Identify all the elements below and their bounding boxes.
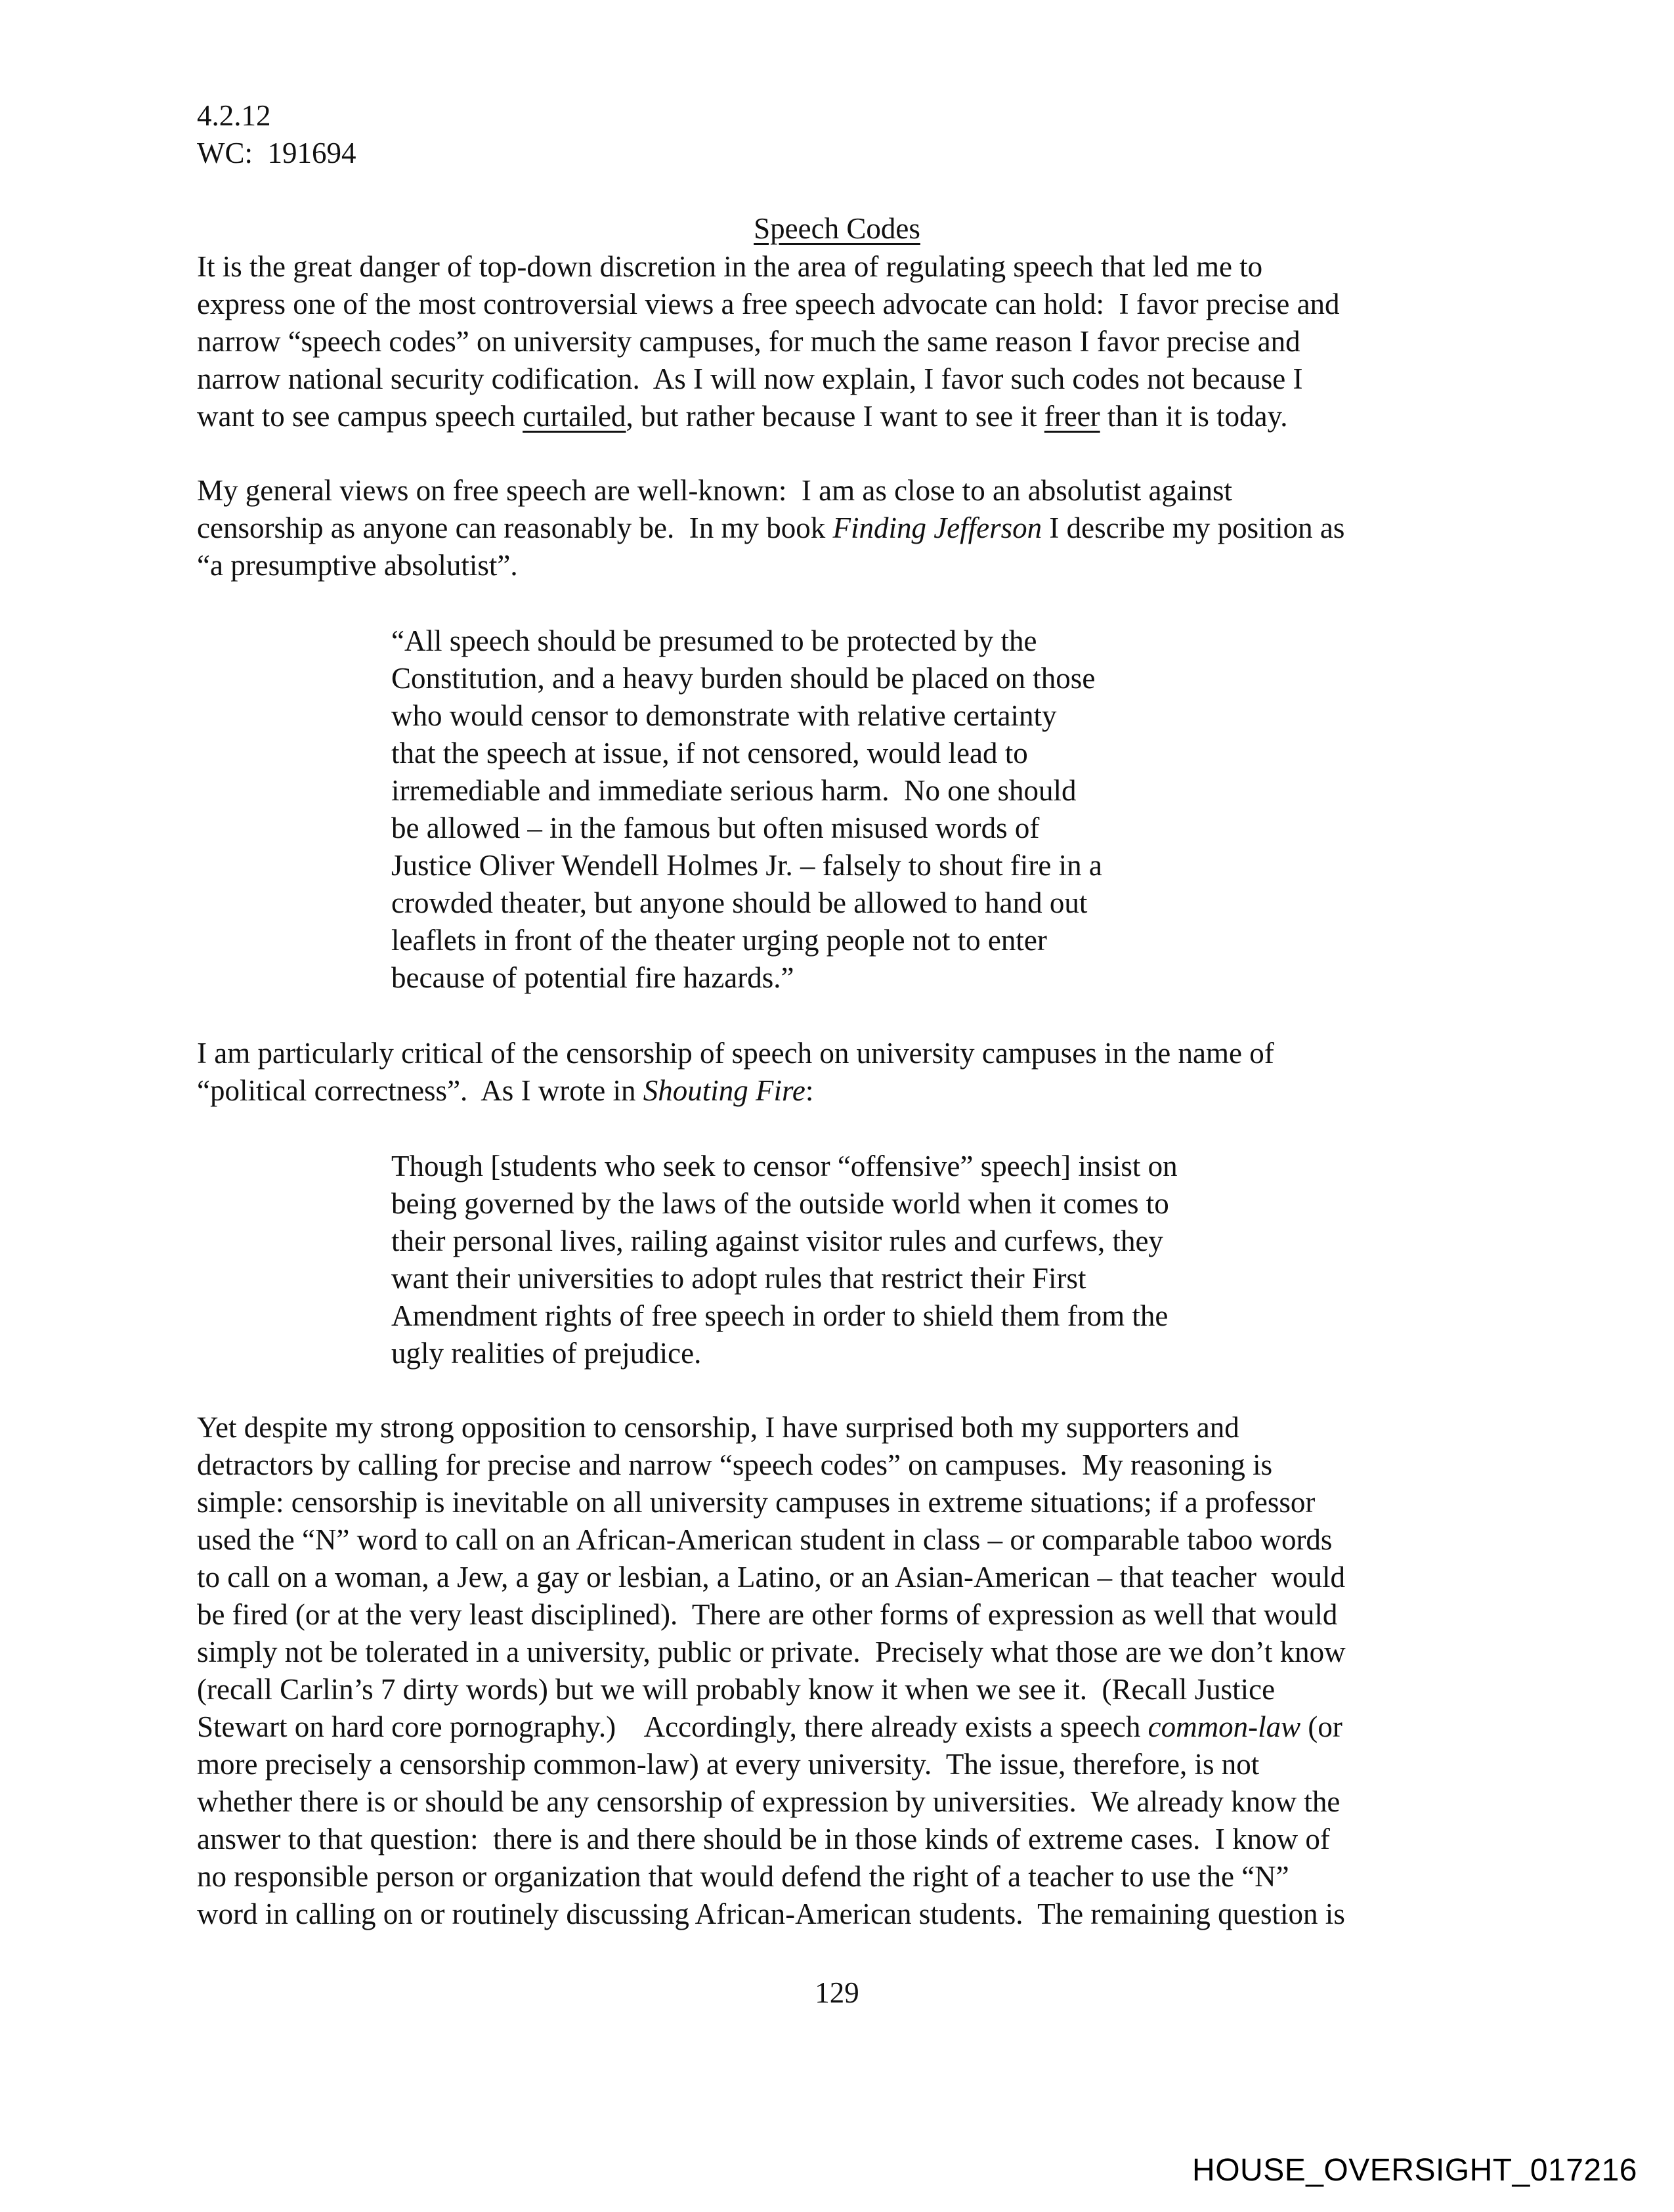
quote-line: Constitution, and a heavy burden should be placed on those [391, 662, 1096, 695]
quote-line: ugly realities of prejudice. [391, 1337, 702, 1370]
paragraph-line: no responsible person or organization that would defend the right of a teacher to use the “N” [197, 1860, 1289, 1893]
quote-line: Justice Oliver Wendell Holmes Jr. – falsely to shout fire in a [391, 849, 1102, 882]
quote-line: Amendment rights of free speech in order to shield them from the [391, 1299, 1169, 1332]
paragraph-line: It is the great danger of top-down discretion in the area of regulating speech that led me to [197, 250, 1263, 283]
underlined-word-freer: freer [1044, 400, 1100, 433]
quote-line: being governed by the laws of the outside world when it comes to [391, 1187, 1169, 1220]
quote-line: “All speech should be presumed to be protected by the [391, 624, 1037, 657]
text-run: censorship as anyone can reasonably be. In my book [197, 511, 833, 544]
document-date: 4.2.12 [197, 99, 271, 132]
paragraph-views [197, 472, 1484, 584]
text-run: want to see campus speech [197, 400, 523, 433]
paragraph-line: simple: censorship is inevitable on all university campuses in extreme situations; if a professor [197, 1486, 1316, 1519]
paragraph-political-correctness [197, 1035, 1484, 1110]
quote-line: irremediable and immediate serious harm. No one should [391, 774, 1077, 807]
paragraph-line: “a presumptive absolutist”. [197, 549, 518, 582]
text-run: “political correctness”. As I wrote in [197, 1074, 643, 1107]
paragraph-line [197, 1072, 1484, 1110]
bates-number: HOUSE_OVERSIGHT_017216 [1192, 2153, 1637, 2188]
quote-line: Though [students who seek to censor “offensive” speech] insist on [391, 1150, 1178, 1182]
section-title: Speech Codes [754, 212, 920, 245]
paragraph-line [197, 398, 1484, 435]
paragraph-line: detractors by calling for precise and narrow “speech codes” on campuses. My reasoning is [197, 1448, 1273, 1481]
paragraph-line [197, 510, 1484, 547]
text-run: than it is today. [1100, 400, 1288, 433]
quote-line: that the speech at issue, if not censored, would lead to [391, 737, 1028, 770]
book-title-finding-jefferson: Finding Jefferson [832, 511, 1042, 544]
paragraph-line: My general views on free speech are well-known: I am as close to an absolutist against [197, 474, 1232, 507]
quote-line: want their universities to adopt rules that restrict their First [391, 1262, 1086, 1295]
paragraph-line: narrow national security codification. As I will now explain, I favor such codes not because I [197, 362, 1303, 395]
paragraph-line: (recall Carlin’s 7 dirty words) but we will probably know it when we see it. (Recall Justice [197, 1673, 1276, 1706]
quote-line: their personal lives, railing against visitor rules and curfews, they [391, 1225, 1163, 1257]
paragraph-line [197, 1708, 1484, 1746]
italic-term-common-law: common-law [1148, 1710, 1301, 1743]
paragraph-speech-codes-argument [197, 1409, 1484, 1933]
text-run: I describe my position as [1042, 511, 1345, 544]
paragraph-line: simply not be tolerated in a university, public or private. Precisely what those are we don’t know [197, 1636, 1346, 1668]
paragraph-line: be fired (or at the very least disciplined). There are other forms of expression as well that would [197, 1598, 1338, 1631]
quote-line: leaflets in front of the theater urging people not to enter [391, 924, 1047, 957]
paragraph-line: I am particularly critical of the censorship of speech on university campuses in the name of [197, 1037, 1274, 1070]
page-number: 129 [815, 1976, 859, 2009]
text-run: Stewart on hard core pornography.) Accordingly, there already exists a speech [197, 1710, 1148, 1743]
block-quote-finding-jefferson [391, 622, 1376, 997]
underlined-word-curtailed: curtailed [523, 400, 626, 433]
paragraph-line: whether there is or should be any censorship of expression by universities. We already know the [197, 1785, 1341, 1818]
word-count: WC: 191694 [197, 137, 356, 169]
paragraph-line: express one of the most controversial views a free speech advocate can hold: I favor precise and [197, 288, 1340, 320]
quote-line: who would censor to demonstrate with relative certainty [391, 699, 1057, 732]
paragraph-line: word in calling on or routinely discussing African-American students. The remaining question is [197, 1898, 1345, 1930]
paragraph-line: more precisely a censorship common-law) at every university. The issue, therefore, is not [197, 1748, 1260, 1781]
quote-line: be allowed – in the famous but often misused words of [391, 812, 1040, 844]
text-run: (or [1300, 1710, 1342, 1743]
header-meta [197, 97, 356, 172]
quote-line: crowded theater, but anyone should be allowed to hand out [391, 886, 1088, 919]
paragraph-line: Yet despite my strong opposition to censorship, I have surprised both my supporters and [197, 1411, 1239, 1444]
text-run: : [805, 1074, 814, 1107]
quote-line: because of potential fire hazards.” [391, 961, 794, 994]
paragraph-line: answer to that question: there is and there should be in those kinds of extreme cases. I know of [197, 1823, 1330, 1855]
paragraph-line: used the “N” word to call on an African-American student in class – or comparable taboo words [197, 1523, 1333, 1556]
paragraph-line: narrow “speech codes” on university campuses, for much the same reason I favor precise and [197, 325, 1300, 358]
block-quote-shouting-fire [391, 1148, 1376, 1372]
text-run: , but rather because I want to see it [626, 400, 1044, 433]
book-title-shouting-fire: Shouting Fire [643, 1074, 805, 1107]
paragraph-intro [197, 248, 1484, 435]
paragraph-line: to call on a woman, a Jew, a gay or lesbian, a Latino, or an Asian-American – that teacher would [197, 1561, 1345, 1594]
